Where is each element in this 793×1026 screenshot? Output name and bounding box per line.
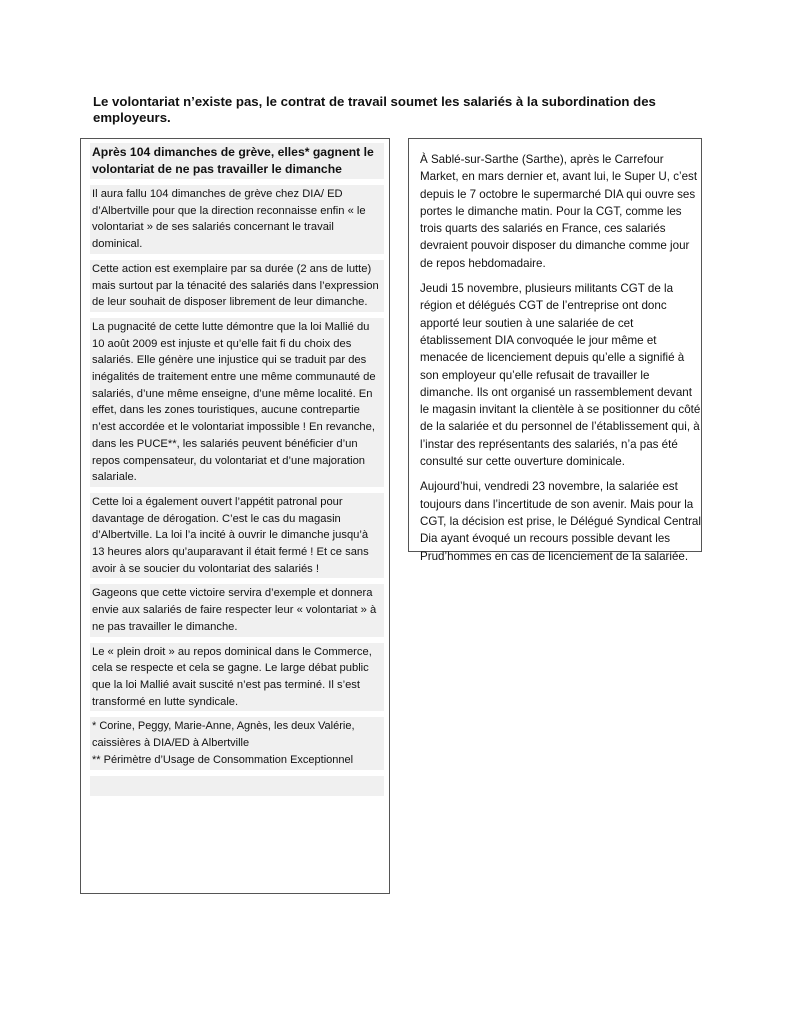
left-paragraph-1: Il aura fallu 104 dimanches de grève chez DIA/ ED d’Albertville pour que la direction reconnaisse enfin « le volontariat » de ses salariés concernant le travail dominical.	[90, 185, 384, 254]
right-paragraph-1: À Sablé-sur-Sarthe (Sarthe), après le Carrefour Market, en mars dernier et, avant lui, le Super U, c’est depuis le 7 octobre le supermarché DIA qui ouvre ses portes le dimanche matin. Pour la CGT, comme les trois quarts des salariés en France, ces salariés devraient pouvoir disposer du dimanche comme jour de repos hebdomadaire.	[420, 153, 698, 270]
left-paragraph-5: Gageons que cette victoire servira d’exemple et donnera envie aux salariés de faire respecter leur « volontariat » à ne pas travailler le dimanche.	[90, 584, 384, 636]
left-article-content	[90, 143, 384, 802]
left-paragraph-3: La pugnacité de cette lutte démontre que la loi Mallié du 10 août 2009 est injuste et qu’elle fait fi du choix des salariés. Elle génère une injustice qui se traduit par des inégalités de traitement entre une même communauté de salariés, d’une même enseigne, d’une même localité. En effet, dans les zones touristiques, aucune contrepartie n’est accordée et le volontariat impossible ! En revanche, dans les PUCE**, les salariés peuvent bénéficier d’un repos compensateur, du volontariat et d’une majoration salariale.	[90, 318, 384, 487]
footnote-1: * Corine, Peggy, Marie-Anne, Agnès, les deux Valérie, caissières à DIA/ED à Albertville	[92, 720, 355, 750]
footnotes	[90, 717, 384, 769]
left-paragraph-2: Cette action est exemplaire par sa durée (2 ans de lutte) mais surtout par la ténacité des salariés dans l’expression de leur souhait de disposer librement de leur dimanche.	[90, 260, 384, 312]
left-paragraph-4: Cette loi a également ouvert l’appétit patronal pour davantage de dérogation. C’est le cas du magasin d’Albertville. La loi l’a incité à ouvrir le dimanche jusqu’à 13 heures alors qu’auparavant il était fermé ! Et ce sans avoir à se soucier du volontariat des salariés !	[90, 493, 384, 579]
left-article-title: Après 104 dimanches de grève, elles* gagnent le volontariat de ne pas travailler le dimanche	[90, 143, 384, 179]
footnote-2: ** Périmètre d’Usage de Consommation Exceptionnel	[92, 753, 354, 766]
page-headline: Le volontariat n’existe pas, le contrat de travail soumet les salariés à la subordination des employeurs.	[93, 94, 656, 125]
right-paragraph-3: Aujourd’hui, vendredi 23 novembre, la salariée est toujours dans l’incertitude de son avenir. Mais pour la CGT, la décision est prise, le Délégué Syndical Central Dia ayant évoqué un recours possible devant les Prud’hommes en cas de licenciement de la salariée.	[420, 480, 701, 563]
left-article-box	[80, 138, 390, 894]
left-paragraph-6: Le « plein droit » au repos dominical dans le Commerce, cela se respecte et cela se gagne. Le large débat public que la loi Mallié avait suscité n’est pas terminé. Il s’est transformé en lutte syndicale.	[90, 643, 384, 712]
empty-shaded-row	[90, 776, 384, 796]
right-article-content	[420, 151, 704, 573]
right-paragraph-2: Jeudi 15 novembre, plusieurs militants CGT de la région et délégués CGT de l’entreprise ont donc apporté leur soutien à une salariée de cet établissement DIA convoquée le jour même et menacée de licenciement depuis qu’elle a signifié à son employeur qu’elle refusait de travailler le dimanche. Ils ont organisé un rassemblement devant le magasin invitant la clientèle à se positionner du côté de la salariée et du personnel de l’établissement qui, à l’instar des représentants des salariés, n’a pas été consulté sur cette ouverture dominicale.	[420, 282, 701, 469]
